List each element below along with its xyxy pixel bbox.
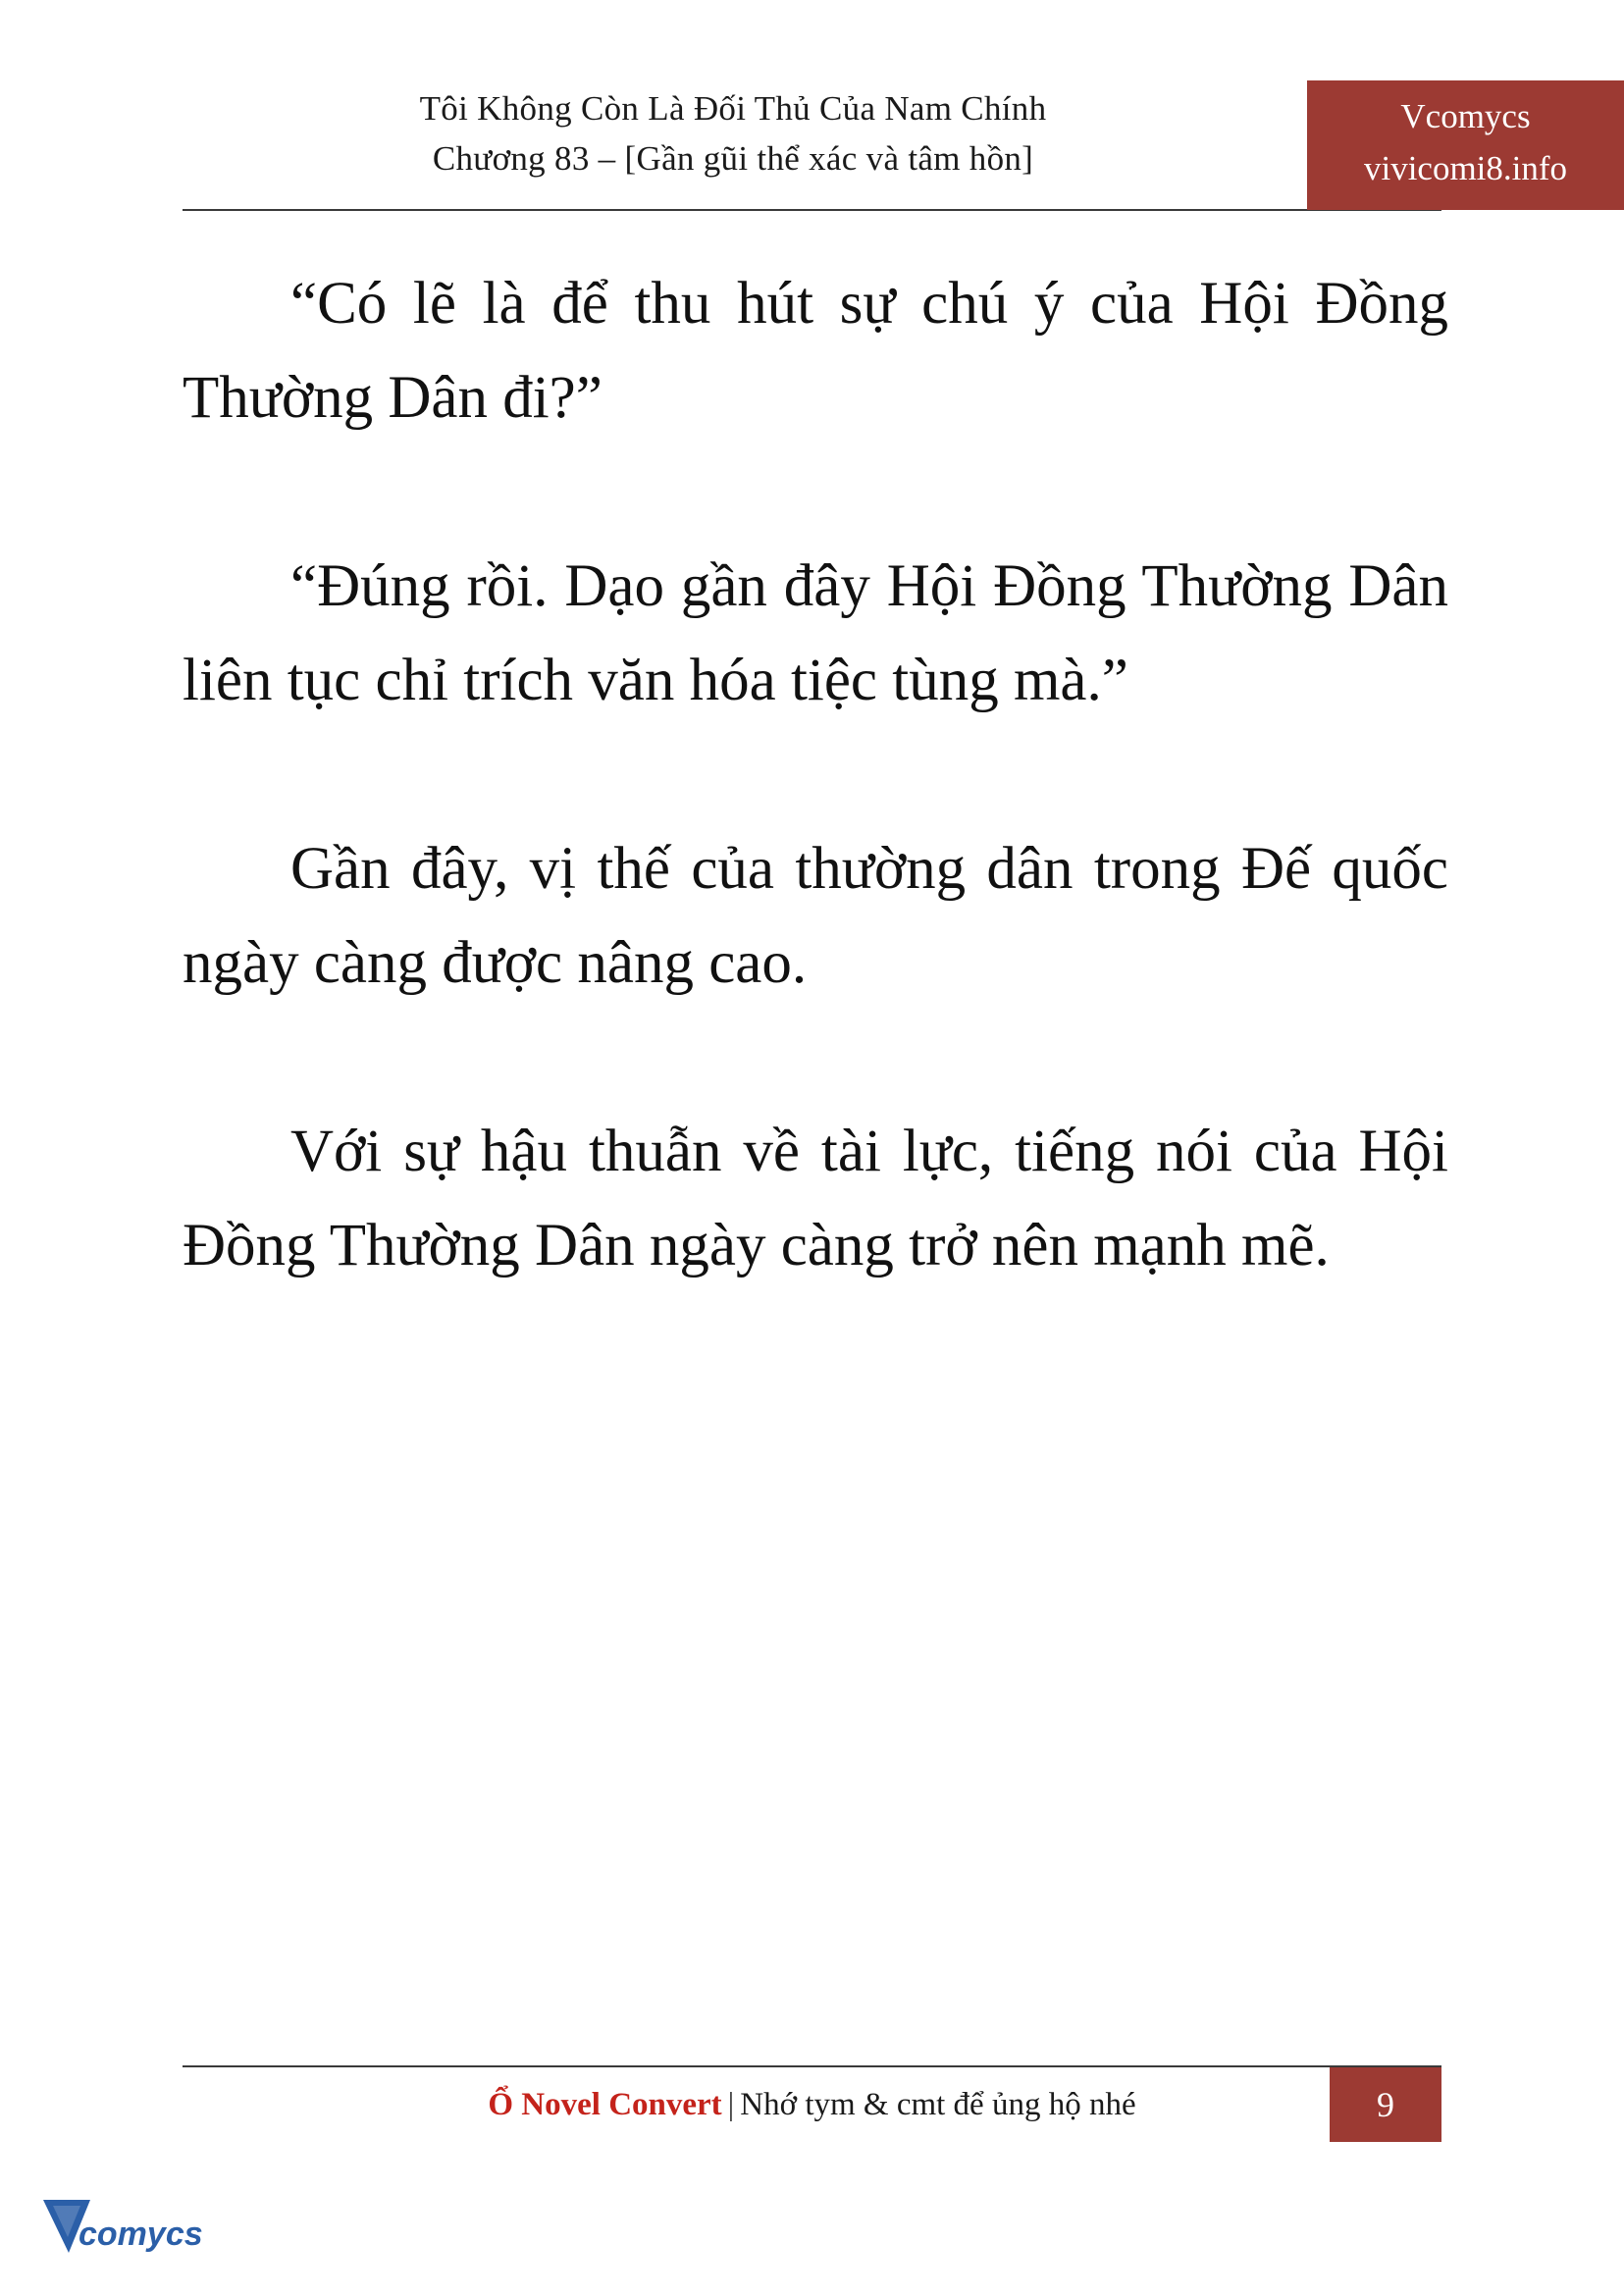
footer-separator: | xyxy=(727,2087,735,2122)
vcomycs-watermark-logo xyxy=(39,2194,294,2263)
page-footer xyxy=(183,2065,1441,2156)
chapter-title: Chương 83 – [Gần gũi thể xác và tâm hồn] xyxy=(432,139,1034,178)
page-content xyxy=(183,257,1448,1293)
watermark-icon xyxy=(39,2194,294,2263)
paragraph: Gần đây, vị thế của thường dân trong Đế quốc ngày càng được nâng cao. xyxy=(183,836,1448,996)
header-divider xyxy=(183,209,1441,211)
header-title-block xyxy=(183,84,1283,184)
footer-brand: Ổ Novel Convert xyxy=(488,2087,722,2122)
footer-note: Nhớ tym & cmt để ủng hộ nhé xyxy=(740,2087,1136,2122)
brand-url: vivicomi8.info xyxy=(1363,149,1568,187)
paragraph: Với sự hậu thuẫn về tài lực, tiếng nói của Hội Đồng Thường Dân ngày càng trở nên mạnh mẽ. xyxy=(183,1119,1448,1278)
paragraph: “Có lẽ là để thu hút sự chú ý của Hội Đồng Thường Dân đi?” xyxy=(183,271,1448,431)
brand-name: Vcomycs xyxy=(1400,97,1531,135)
svg-text:comycs: comycs xyxy=(79,2216,203,2253)
brand-badge xyxy=(1307,80,1624,210)
page-header xyxy=(183,84,1568,222)
footer-text-block xyxy=(183,2067,1441,2142)
page-number: 9 xyxy=(1330,2067,1441,2142)
book-title: Tôi Không Còn Là Đối Thủ Của Nam Chính xyxy=(419,89,1047,128)
paragraph: “Đúng rồi. Dạo gần đây Hội Đồng Thường Dân liên tục chỉ trích văn hóa tiệc tùng mà.” xyxy=(183,553,1448,713)
